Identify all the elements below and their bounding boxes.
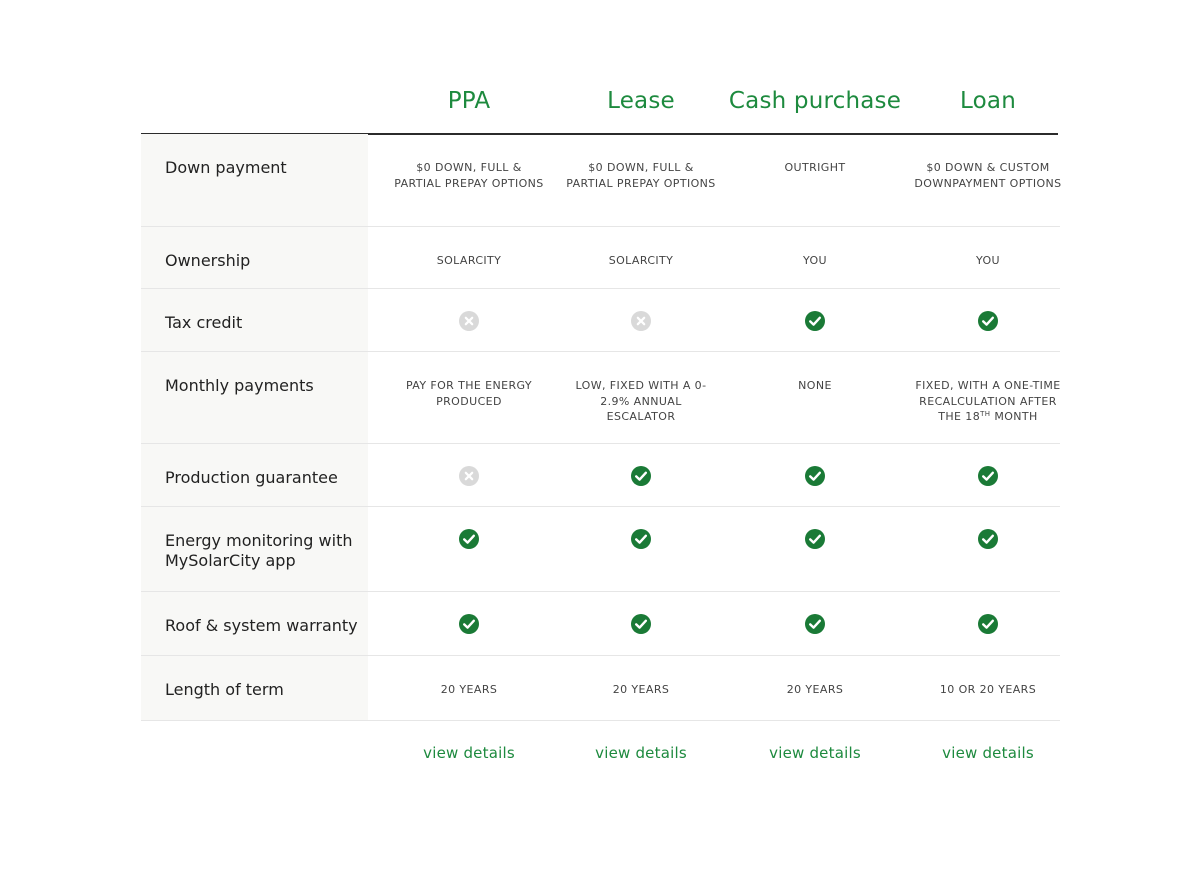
table-row — [141, 444, 1060, 507]
cash-purchase-view-details-link[interactable]: view details — [769, 744, 861, 762]
check-circle-icon — [978, 466, 998, 486]
check-circle-icon — [978, 529, 998, 549]
row-label-cell — [141, 444, 368, 506]
col-head-loan: Loan — [960, 88, 1016, 114]
cell-cash-purchase: OUTRIGHT — [784, 161, 846, 174]
table-header — [141, 78, 1058, 135]
ppa-view-details-link[interactable]: view details — [423, 744, 515, 762]
row-label: Production guarantee — [165, 468, 338, 487]
row-label-cell — [141, 134, 368, 226]
table-row — [141, 656, 1060, 721]
row-label: Monthly payments — [165, 376, 314, 395]
check-circle-icon — [805, 311, 825, 331]
cell-cash-purchase: 20 YEARS — [786, 683, 844, 696]
cell-ppa: PAY FOR THE ENERGY PRODUCED — [405, 379, 533, 408]
col-head-cash-purchase: Cash purchase — [728, 88, 902, 114]
row-label-cell — [141, 656, 368, 720]
row-label: Energy monitoring with MySolarCity app — [165, 531, 353, 570]
col-head-lease: Lease — [607, 88, 675, 114]
row-label: Ownership — [165, 251, 251, 270]
cell-cash-purchase: YOU — [802, 254, 828, 267]
cell-lease: SOLARCITY — [608, 254, 674, 267]
cell-ppa: $0 DOWN, FULL & PARTIAL PREPAY OPTIONS — [394, 161, 544, 190]
cell-ppa: 20 YEARS — [440, 683, 498, 696]
check-circle-icon — [631, 466, 651, 486]
row-label: Tax credit — [165, 313, 243, 332]
cell-lease: $0 DOWN, FULL & PARTIAL PREPAY OPTIONS — [566, 161, 716, 190]
table-row — [141, 507, 1060, 592]
check-circle-icon — [978, 311, 998, 331]
check-circle-icon — [459, 614, 479, 634]
row-label-cell — [141, 227, 368, 288]
x-circle-icon — [459, 466, 479, 486]
check-circle-icon — [805, 529, 825, 549]
check-circle-icon — [805, 614, 825, 634]
cell-loan: $0 DOWN & CUSTOM DOWNPAYMENT OPTIONS — [914, 161, 1062, 190]
cell-loan: 10 OR 20 YEARS — [939, 683, 1037, 696]
cell-ppa: SOLARCITY — [436, 254, 502, 267]
row-label: Length of term — [165, 680, 284, 699]
check-circle-icon — [805, 466, 825, 486]
table-row — [141, 592, 1060, 656]
check-circle-icon — [978, 614, 998, 634]
check-circle-icon — [631, 614, 651, 634]
cell-loan: FIXED, WITH A ONE-TIME RECALCULATION AFTER THE 18TH MONTH — [915, 379, 1061, 423]
table-row — [141, 352, 1060, 444]
col-head-ppa: PPA — [447, 88, 491, 114]
cell-loan: YOU — [975, 254, 1001, 267]
loan-view-details-link[interactable]: view details — [942, 744, 1034, 762]
table-row — [141, 134, 1060, 227]
row-label-cell — [141, 352, 368, 443]
x-circle-icon — [459, 311, 479, 331]
check-circle-icon — [459, 529, 479, 549]
check-circle-icon — [631, 529, 651, 549]
table-row — [141, 227, 1060, 289]
row-label-cell — [141, 592, 368, 655]
cell-lease: 20 YEARS — [612, 683, 670, 696]
x-circle-icon — [631, 311, 651, 331]
row-label: Roof & system warranty — [165, 616, 358, 635]
row-label: Down payment — [165, 158, 287, 177]
table-row — [141, 289, 1060, 352]
row-label-cell — [141, 289, 368, 351]
cell-lease: LOW, FIXED WITH A 0-2.9% ANNUAL ESCALATOR — [575, 379, 707, 423]
row-label-cell — [141, 507, 368, 591]
cell-cash-purchase: NONE — [798, 379, 832, 392]
lease-view-details-link[interactable]: view details — [595, 744, 687, 762]
